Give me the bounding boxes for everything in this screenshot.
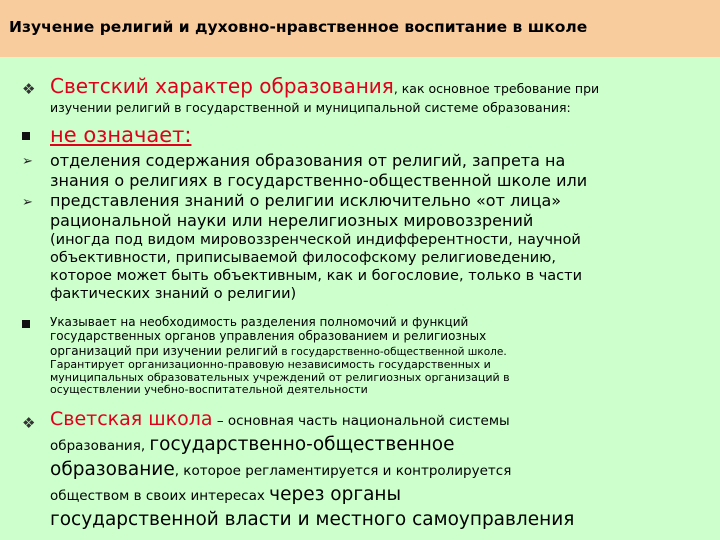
item4-paren-4: фактических знаний о религии) [50, 286, 297, 302]
item6-l3-small: , которое регламентируется и контролируется [174, 463, 512, 479]
item6-l5-big: государственной власти и местного самоуправления [50, 509, 575, 530]
check-bullet-icon: ❖ [22, 414, 36, 432]
item6-l2-small: образования, [50, 438, 150, 454]
arrow-bullet-icon: ➢ [22, 154, 33, 169]
item5-line-2: государственных органов управления образованием и религиозных [50, 329, 487, 343]
item6-lead: Светская школа [50, 408, 213, 430]
item5-line-5: муниципальных образовательных учреждений от религиозных организаций в [50, 370, 510, 384]
square-bullet-icon [22, 132, 30, 140]
page-title: Изучение религий и духовно-нравственное воспитание в школе [9, 18, 588, 36]
item5-line-4: Гарантирует организационно-правовую независимость государственных и [50, 358, 491, 371]
item5-line-1: Указывает на необходимость разделения полномочий и функций [50, 315, 469, 329]
item1-lead: Светский характер образования [50, 74, 394, 98]
item-secular-character [50, 76, 599, 116]
item5-line-3b: в государственно-общественной школе. [278, 346, 507, 358]
item6-l3-big: образование [50, 459, 175, 480]
item4-paren-1: (иногда под видом мировоззренческой индифферентности, научной [50, 232, 581, 248]
item2-text: не означает: [50, 123, 192, 147]
square-bullet-icon [22, 320, 30, 328]
item-division-of-powers [50, 315, 510, 397]
item6-l4-big: через органы [269, 484, 402, 505]
item1-rest-line2: изучении религий в государственной и муниципальной системе образования: [50, 100, 571, 115]
item-does-not-mean [50, 123, 191, 147]
item5-line-3a: организаций при изучении религий [50, 344, 279, 358]
item-separation [50, 151, 587, 191]
header-bar [0, 0, 720, 57]
arrow-bullet-icon: ➢ [22, 195, 33, 210]
check-bullet-icon: ❖ [22, 80, 36, 98]
item1-rest-line1: , как основное требование при [393, 81, 600, 96]
item4-paren-3: которое может быть объективным, как и богословие, только в части [50, 268, 583, 284]
item4-line-1: представления знаний о религии исключительно «от лица» [50, 191, 562, 210]
item3-line-1: отделения содержания образования от религий, запрета на [50, 151, 566, 170]
item4-line-2: рациональной науки или нерелигиозных мировоззрений [50, 211, 534, 230]
item3-line-2: знания о религиях в государственно-общественной школе или [50, 171, 588, 190]
item6-l4-small: обществом в своих интересах [50, 488, 270, 504]
item-representation [50, 191, 582, 303]
item6-l1-rest: – основная часть национальной системы [212, 413, 510, 429]
item-secular-school [50, 407, 574, 532]
item4-paren-2: объективности, приписываемой философскому религиоведению, [50, 250, 556, 266]
item6-l2-big: государственно-общественное [149, 434, 455, 455]
item5-line-6: осуществлении учебно-воспитательной деятельности [50, 383, 368, 396]
